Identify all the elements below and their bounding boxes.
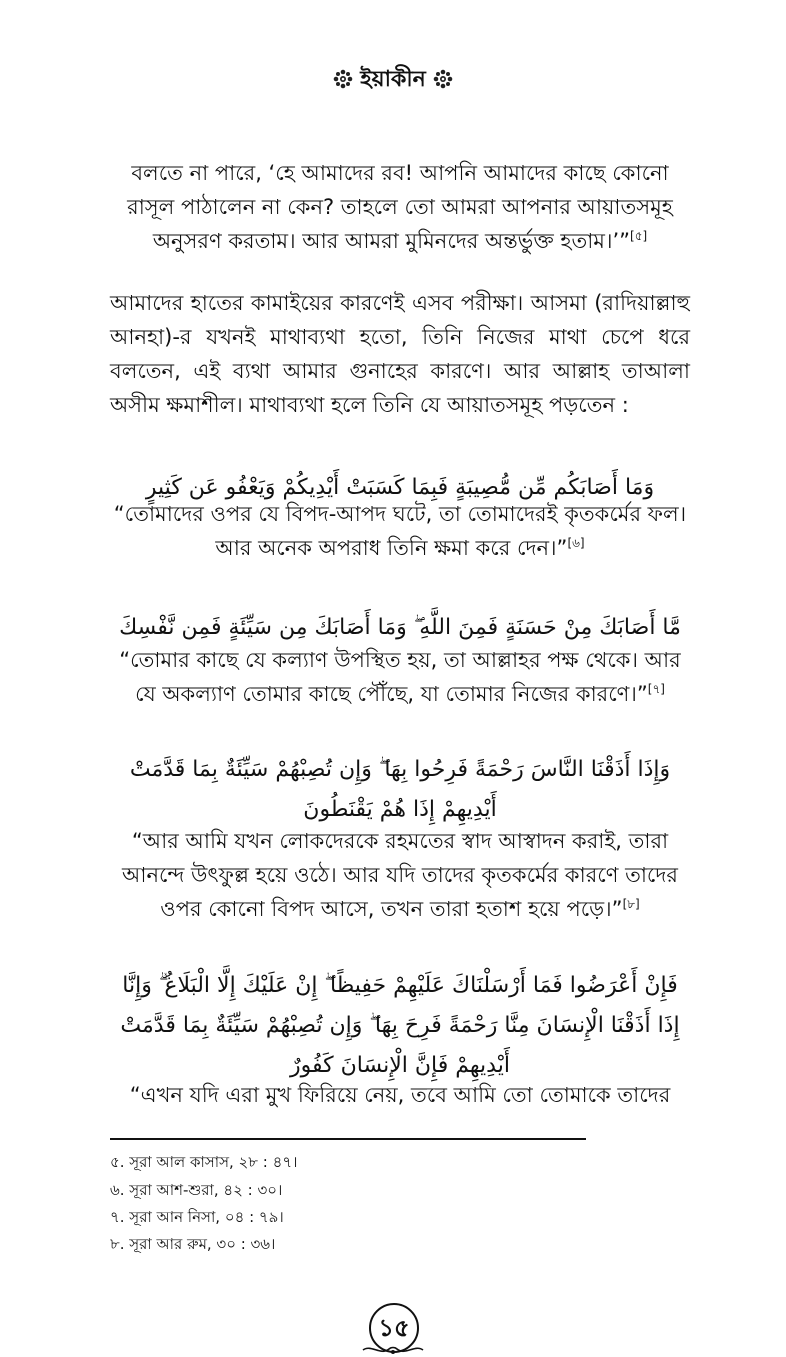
running-header [0,62,786,99]
arabic-text: وَمَا أَصَابَكُم مِّن مُّصِيبَةٍ فَبِمَا كَسَبَتْ أَيْدِيكُمْ وَيَعْفُو عَن كَثِيرٍ [145,475,655,500]
arabic-text: مَّا أَصَابَكَ مِنْ حَسَنَةٍ فَمِنَ اللَّهِ ۖ وَمَا أَصَابَكَ مِن سَيِّئَةٍ فَمِن نَّفْسِكَ [119,615,681,640]
paragraph-text: আমাদের হাতের কামাইয়ের কারণেই এসব পরীক্ষা। আসমা (রাদিয়াল্লাহু আনহা)-র যখনই মাথাব্যথা হতো, তিনি নিজের মাথা চেপে ধরে বলতেন, এই ব্যথা আমার গুনাহের কারণে। আর আল্লাহ তাআলা অসীম ক্ষমাশীল। মাথাব্যথা হলে তিনি যে আয়াতসমূহ পড়তেন : [110,291,690,417]
page-number-badge [361,1303,425,1357]
footnote: ৮. সূরা আর রুম, ৩০ : ৩৬। [110,1235,276,1253]
flower-ornament-icon [333,69,353,89]
footnote-ref: [৭] [647,682,665,696]
translation-text: “তোমার কাছে যে কল্যাণ উপস্থিত হয়, তা আল্লাহর পক্ষ থেকে। আর যে অকল্যাণ তোমার কাছে পৌঁছে, যা তোমার নিজের কারণে।” [119,648,681,706]
translation-2 [110,643,690,711]
arabic-text: فَإِنْ أَعْرَضُوا فَمَا أَرْسَلْنَاكَ عَلَيْهِمْ حَفِيظًا ۖ إِنْ عَلَيْكَ إِلَّا الْبَلَاغُ ۗ وَإِنَّا إِذَا أَذَقْنَا الْإِنسَانَ مِنَّا رَحْمَةً فَرِحَ بِهَا ۖ وَإِن تُصِبْهُمْ سَيِّئَةٌ بِمَا قَدَّمَتْ أَيْدِيهِمْ فَإِنَّ الْإِنسَانَ كَفُورٌ [120,973,680,1078]
flourish-ornament-icon [361,1343,425,1357]
footnote: ৬. সূরা আশ-শুরা, ৪২ : ৩০। [110,1181,283,1199]
translation-text: “এখন যদি এরা মুখ ফিরিয়ে নেয়, তবে আমি তো তোমাকে তাদের [129,1083,671,1107]
footnote: ৫. সূরা আল কাসাস, ২৮ : ৪৭। [110,1153,298,1171]
arabic-text: وَإِذَا أَذَقْنَا النَّاسَ رَحْمَةً فَرِحُوا بِهَا ۖ وَإِن تُصِبْهُمْ سَيِّئَةٌ بِمَا قَدَّمَتْ أَيْدِيهِمْ إِذَا هُمْ يَقْنَطُونَ [129,757,671,822]
footnote-ref: [৮] [622,897,640,911]
quote-continuation [110,156,690,258]
footnote-ref: [৫] [630,229,648,243]
paragraph-text: বলতে না পারে, ‘হে আমাদের রব! আপনি আমাদের কাছে কোনো রাসূল পাঠালেন না কেন? তাহলে তো আমরা আপনার আয়াতসমূহ অনুসরণ করতাম। আর আমরা মুমিনদের অন্তর্ভুক্ত হতাম।’” [127,161,673,253]
translation-1 [110,497,690,565]
header-title: ইয়াকীন [360,67,426,92]
body-paragraph [110,286,690,422]
translation-3 [110,824,690,926]
footnote: ৭. সূরা আন নিসা, ০৪ : ৭৯। [110,1208,284,1226]
page-number: ১৫ [369,1303,419,1353]
translation-4 [110,1078,690,1112]
footnote-ref: [৬] [567,536,585,550]
footnote-divider [110,1138,586,1140]
flower-ornament-icon [433,69,453,89]
translation-text: “তোমাদের ওপর যে বিপদ-আপদ ঘটে, তা তোমাদেরই কৃতকর্মের ফল। আর অনেক অপরাধ তিনি ক্ষমা করে দেন।” [113,502,687,560]
translation-text: “আর আমি যখন লোকদেরকে রহমতের স্বাদ আস্বাদন করাই, তারা আনন্দে উৎফুল্ল হয়ে ওঠে। আর যদি তাদের কৃতকর্মের কারণে তাদের ওপর কোনো বিপদ আসে, তখন তারা হতাশ হয়ে পড়ে।” [122,829,678,921]
